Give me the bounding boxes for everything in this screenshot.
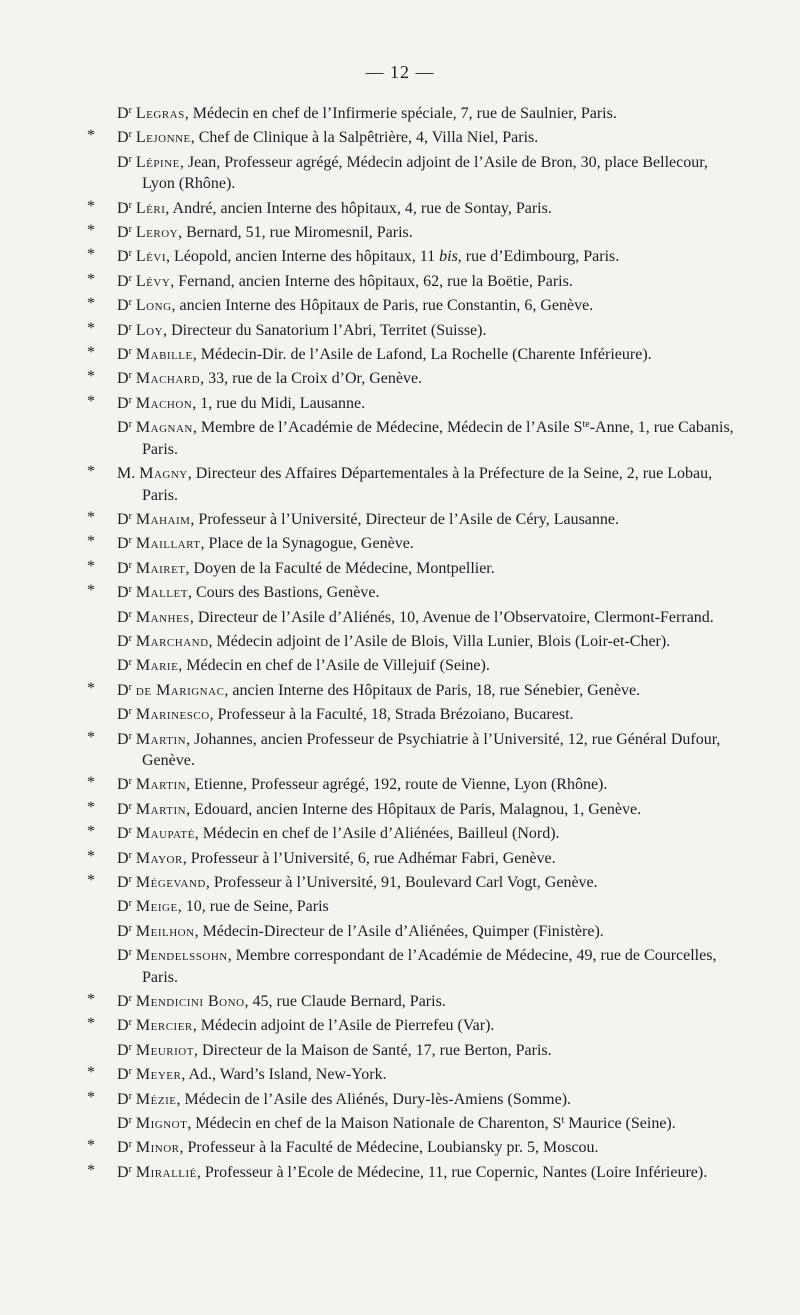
member-details: , Directeur du Sanatorium l’Abri, Territet (Suisse). — [163, 321, 487, 339]
title-text: D — [117, 681, 129, 699]
member-name: Mayor — [135, 849, 183, 867]
star-marker: * — [87, 1064, 95, 1082]
star-marker: * — [87, 368, 95, 386]
member-details: , Médecin de l’Asile des Aliénés, Dury-lès-Amiens (Somme). — [176, 1090, 572, 1108]
title-text: D — [117, 922, 129, 940]
title-superscript: r — [128, 993, 132, 1005]
title-superscript: r — [128, 224, 132, 236]
star-marker: * — [87, 991, 95, 1009]
title-text: D — [117, 874, 129, 891]
title-superscript: r — [128, 394, 132, 406]
member-name: Mercier — [135, 1017, 193, 1035]
member-name: Marchand — [135, 632, 209, 650]
list-item — [0, 604, 800, 628]
member-name: Legras — [135, 105, 185, 122]
member-name: Martin — [135, 730, 187, 748]
title-text: D — [117, 346, 129, 364]
title-text: D — [117, 321, 129, 339]
entry-title — [117, 1042, 132, 1059]
member-details: , Professeur à l’Ecole de Médecine, 11, rue Copernic, Nantes (Loire Inférieure). — [196, 1163, 708, 1181]
entry-title — [117, 682, 132, 699]
member-name: Mabille — [135, 346, 193, 364]
title-superscript: r — [128, 706, 132, 718]
member-name: Meuriot — [135, 1041, 194, 1059]
title-text: D — [117, 153, 129, 171]
member-name: Mégevand — [135, 874, 206, 891]
entry-title — [117, 993, 132, 1010]
member-details: , Ad., Ward’s Island, New-York. — [181, 1066, 387, 1084]
star-marker: * — [87, 798, 95, 816]
member-name: Mendelssohn — [135, 947, 228, 965]
entry-title — [117, 322, 132, 339]
title-text: D — [117, 535, 129, 553]
title-superscript: r — [128, 922, 132, 934]
title-text: D — [117, 993, 129, 1011]
title-text: D — [117, 898, 129, 916]
star-marker: * — [87, 295, 95, 313]
member-details: , Chef de Clinique à la Salpêtrière, 4, Villa Niel, Paris. — [190, 129, 539, 147]
title-text: D — [117, 825, 129, 843]
entry-title — [117, 1139, 132, 1156]
member-name: Marinesco — [135, 706, 210, 724]
member-details: , Professeur à la Faculté de Médecine, Loubiansky pr. 5, Moscou. — [179, 1139, 599, 1157]
member-details: , Médecin-Dir. de l’Asile de Lafond, La Rochelle (Charente Inférieure). — [192, 346, 652, 364]
member-name: Long — [135, 297, 172, 315]
star-marker: * — [87, 344, 95, 362]
member-name: Mallet — [135, 584, 188, 602]
title-superscript: r — [128, 559, 132, 571]
list-item — [0, 726, 800, 772]
title-superscript: r — [128, 370, 132, 382]
star-marker: * — [87, 557, 95, 575]
title-text: D — [117, 584, 129, 602]
entry-title — [117, 465, 135, 482]
title-text: D — [117, 1115, 129, 1133]
member-details: , Membre correspondant de l’Académie de Médecine, 49, rue de Courcelles, Paris. — [142, 947, 717, 986]
entry-title — [117, 105, 132, 122]
member-name: Lévy — [135, 272, 171, 290]
entry-title — [117, 200, 132, 217]
star-marker: * — [87, 222, 95, 240]
member-details: , Directeur de l’Asile d’Aliénés, 10, Avenue de l’Observatoire, Clermont-Ferrand. — [189, 608, 714, 626]
star-marker: * — [87, 1161, 95, 1179]
member-details: , Doyen de la Faculté de Médecine, Montpellier. — [185, 559, 495, 577]
italic-text: bis — [439, 248, 458, 266]
star-marker: * — [87, 319, 95, 337]
member-details: , Directeur de la Maison de Santé, 17, rue Berton, Paris. — [193, 1041, 552, 1059]
member-details: , Médecin adjoint de l’Asile de Pierrefeu (Var). — [192, 1017, 495, 1035]
star-marker: * — [87, 246, 95, 264]
list-item — [0, 124, 800, 148]
title-text: D — [117, 1041, 129, 1059]
member-name: Meyer — [135, 1066, 182, 1084]
title-text: D — [117, 730, 129, 748]
star-marker: * — [87, 679, 95, 697]
title-superscript: r — [128, 947, 132, 959]
member-details: , Médecin-Directeur de l’Asile d’Aliénées, Quimper (Finistère). — [194, 922, 604, 940]
title-text: D — [117, 1066, 129, 1084]
list-item — [0, 1159, 800, 1183]
list-item — [0, 195, 800, 219]
entry-title — [117, 1115, 132, 1132]
star-marker: * — [87, 508, 95, 526]
list-item — [0, 1012, 800, 1036]
member-name: Magnan — [135, 419, 193, 437]
member-details: , 10, rue de Seine, Paris — [177, 898, 329, 916]
entry-title — [117, 297, 132, 314]
member-details: , Fernand, ancien Interne des hôpitaux, 62, rue la Boëtie, Paris. — [170, 272, 573, 290]
list-item — [0, 460, 800, 506]
list-item — [0, 414, 800, 460]
entry-title — [117, 731, 132, 748]
entry-title — [117, 706, 132, 723]
member-name: Meilhon — [135, 922, 195, 940]
entry-title — [117, 1091, 132, 1108]
list-item — [0, 820, 800, 844]
member-name: Machard — [135, 370, 201, 388]
member-name: Lévi — [135, 248, 167, 266]
list-item — [0, 796, 800, 820]
entry-title — [117, 370, 132, 387]
list-item — [0, 292, 800, 316]
member-name: Mirallié — [135, 1163, 197, 1181]
member-name: Mendicini Bono — [135, 993, 245, 1011]
list-item — [0, 149, 800, 195]
entry-title — [117, 154, 132, 171]
title-superscript: r — [128, 1066, 132, 1078]
member-name: Maillart — [135, 535, 201, 553]
member-details: , Bernard, 51, rue Miromesnil, Paris. — [178, 224, 413, 242]
entry-title — [117, 633, 132, 650]
entry-title — [117, 535, 132, 552]
list-item — [0, 893, 800, 917]
title-text: D — [117, 947, 129, 965]
star-marker: * — [87, 728, 95, 746]
title-text: D — [117, 559, 129, 577]
entry-title — [117, 511, 132, 528]
title-superscript: r — [128, 153, 132, 165]
member-details: , Professeur à l’Université, 91, Boulevard Carl Vogt, Genève. — [205, 874, 598, 891]
member-name: Leroy — [135, 224, 179, 242]
entry-title — [117, 419, 132, 436]
member-details: , 33, rue de la Croix d’Or, Genève. — [200, 370, 423, 388]
member-name: Magny — [139, 465, 188, 483]
list-item — [0, 243, 800, 267]
member-name: Loy — [135, 321, 164, 339]
title-superscript: r — [128, 297, 132, 309]
title-text: D — [117, 608, 129, 626]
member-name: Léri — [135, 199, 166, 217]
member-details: , 1, rue du Midi, Lausanne. — [192, 394, 366, 412]
member-name: Maupaté — [135, 825, 195, 843]
title-text: D — [117, 706, 129, 724]
member-details: , Médecin en chef de l’Infirmerie spéciale, 7, rue de Saulnier, Paris. — [184, 105, 617, 122]
star-marker: * — [87, 847, 95, 865]
list-item — [0, 1134, 800, 1158]
list-item — [0, 268, 800, 292]
entry-title — [117, 129, 132, 146]
title-text: D — [117, 199, 129, 217]
list-item — [0, 942, 800, 988]
star-marker: * — [87, 197, 95, 215]
title-superscript: r — [128, 510, 132, 522]
member-name: Manhes — [135, 608, 190, 626]
entry-title — [117, 346, 132, 363]
list-item — [0, 341, 800, 365]
member-name: Martin — [135, 776, 187, 794]
member-details: , Léopold, ancien Interne des hôpitaux, 11 — [166, 248, 440, 266]
list-item — [0, 390, 800, 414]
title-superscript: r — [128, 1115, 132, 1127]
member-details-cont: -Anne, 1, rue Cabanis, Paris. — [142, 419, 734, 458]
member-list — [0, 100, 800, 1183]
title-text: D — [117, 370, 129, 388]
star-marker: * — [87, 823, 95, 841]
member-name: Mignot — [135, 1115, 188, 1133]
title-text: M. — [117, 465, 136, 483]
title-superscript: r — [128, 129, 132, 141]
member-details: , Membre de l’Académie de Médecine, Médecin de l’Asile S — [192, 419, 583, 437]
member-name: Mahaim — [135, 510, 191, 528]
member-details: , André, ancien Interne des hôpitaux, 4, rue de Sontay, Paris. — [165, 199, 552, 217]
member-details: , ancien Interne des Hôpitaux de Paris, 18, rue Sénebier, Genève. — [224, 681, 641, 699]
member-details: , Cours des Bastions, Genève. — [187, 584, 380, 602]
title-text: D — [117, 297, 129, 315]
title-text: D — [117, 1139, 129, 1157]
member-details: , Directeur des Affaires Départementales à la Préfecture de la Seine, 2, rue Lobau, Paris. — [142, 465, 713, 504]
title-superscript: r — [128, 272, 132, 284]
member-details: , Professeur à la Faculté, 18, Strada Brézoiano, Bucarest. — [209, 706, 574, 724]
star-marker: * — [87, 872, 95, 889]
member-name: Martin — [135, 800, 187, 818]
entry-title — [117, 273, 132, 290]
title-superscript: r — [128, 825, 132, 837]
member-name: Lépine — [135, 153, 180, 171]
entry-title — [117, 395, 132, 412]
title-superscript: r — [128, 898, 132, 910]
entry-title — [117, 609, 132, 626]
entry-title — [117, 224, 132, 241]
member-details: , Médecin en chef de l’Asile d’Aliénées, Bailleul (Nord). — [194, 825, 560, 843]
title-text: D — [117, 510, 129, 528]
list-item — [0, 100, 800, 124]
title-text: D — [117, 776, 129, 794]
star-marker: * — [87, 1137, 95, 1155]
list-item — [0, 677, 800, 701]
title-superscript: r — [128, 105, 132, 116]
entry-title — [117, 1017, 132, 1034]
title-text: D — [117, 105, 129, 122]
list-item — [0, 652, 800, 676]
title-text: D — [117, 849, 129, 867]
title-superscript: r — [128, 874, 132, 885]
list-item — [0, 918, 800, 942]
list-item — [0, 988, 800, 1012]
title-text: D — [117, 1163, 129, 1181]
superscript-text: te — [582, 419, 590, 431]
title-superscript: r — [128, 346, 132, 358]
entry-title — [117, 776, 132, 793]
title-text: D — [117, 632, 129, 650]
entry-title — [117, 947, 132, 964]
title-text: D — [117, 657, 129, 675]
member-name: Mézie — [135, 1090, 177, 1108]
entry-title — [117, 560, 132, 577]
title-text: D — [117, 272, 129, 290]
title-superscript: r — [128, 1163, 132, 1175]
list-item — [0, 555, 800, 579]
list-item — [0, 845, 800, 869]
member-name: Minor — [135, 1139, 180, 1157]
title-superscript: r — [128, 1090, 132, 1102]
list-item — [0, 1037, 800, 1061]
list-item — [0, 628, 800, 652]
star-marker: * — [87, 392, 95, 410]
star-marker: * — [87, 463, 95, 481]
title-superscript: r — [128, 584, 132, 596]
title-superscript: r — [128, 849, 132, 861]
list-item — [0, 365, 800, 389]
title-superscript: r — [128, 1041, 132, 1053]
entry-title — [117, 1066, 132, 1083]
entry-title — [117, 584, 132, 601]
member-name: Meige — [135, 898, 178, 916]
member-name: Mairet — [135, 559, 186, 577]
star-marker: * — [87, 270, 95, 288]
member-details: , Professeur à l’Université, 6, rue Adhémar Fabri, Genève. — [182, 849, 556, 867]
title-superscript: r — [128, 1017, 132, 1029]
star-marker: * — [87, 1015, 95, 1033]
star-marker: * — [87, 774, 95, 792]
list-item — [0, 317, 800, 341]
star-marker: * — [87, 127, 95, 145]
list-item — [0, 869, 800, 893]
entry-title — [117, 801, 132, 818]
entry-title — [117, 923, 132, 940]
title-superscript: r — [128, 1139, 132, 1151]
member-name: Marie — [135, 657, 179, 675]
member-details: , Médecin en chef de l’Asile de Villejuif (Seine). — [178, 657, 490, 675]
title-superscript: r — [128, 321, 132, 333]
title-superscript: r — [128, 608, 132, 620]
entry-title — [117, 1164, 132, 1181]
title-text: D — [117, 1090, 129, 1108]
title-superscript: r — [128, 657, 132, 669]
entry-title — [117, 850, 132, 867]
title-text: D — [117, 1017, 129, 1035]
superscript-text: t — [561, 1115, 565, 1127]
list-item — [0, 771, 800, 795]
member-details-cont: Maurice (Seine). — [564, 1115, 676, 1133]
member-details: , Médecin adjoint de l’Asile de Blois, Villa Lunier, Blois (Loir-et-Cher). — [208, 632, 671, 650]
title-text: D — [117, 129, 129, 147]
title-text: D — [117, 224, 129, 242]
title-superscript: r — [128, 419, 132, 431]
title-text: D — [117, 394, 129, 412]
title-superscript: r — [128, 776, 132, 788]
title-superscript: r — [128, 248, 132, 260]
entry-title — [117, 248, 132, 265]
list-item — [0, 1061, 800, 1085]
list-item — [0, 530, 800, 554]
star-marker: * — [87, 582, 95, 600]
page-number: — 12 — — [365, 62, 435, 82]
star-marker: * — [87, 533, 95, 551]
member-details: , Johannes, ancien Professeur de Psychiatrie à l’Université, 12, rue Général Dufour, Genève. — [142, 730, 721, 769]
member-details-cont: , rue d’Edimbourg, Paris. — [457, 248, 620, 266]
member-details: , Edouard, ancien Interne des Hôpitaux de Paris, Malagnou, 1, Genève. — [186, 800, 642, 818]
title-superscript: r — [128, 535, 132, 547]
entry-title — [117, 874, 132, 891]
title-superscript: r — [128, 199, 132, 211]
entry-title — [117, 657, 132, 674]
member-details: , Place de la Synagogue, Genève. — [200, 535, 414, 553]
list-item — [0, 579, 800, 603]
member-details: , ancien Interne des Hôpitaux de Paris, rue Constantin, 6, Genève. — [171, 297, 594, 315]
star-marker: * — [87, 1088, 95, 1106]
member-details: , Médecin en chef de la Maison Nationale de Charenton, S — [187, 1115, 562, 1133]
list-item — [0, 219, 800, 243]
title-superscript: r — [128, 681, 132, 693]
list-item — [0, 1086, 800, 1110]
title-text: D — [117, 248, 129, 266]
entry-title — [117, 898, 132, 915]
title-text: D — [117, 800, 129, 818]
member-details: , Etienne, Professeur agrégé, 192, route de Vienne, Lyon (Rhône). — [186, 776, 608, 794]
title-superscript: r — [128, 730, 132, 742]
member-details: , Professeur à l’Université, Directeur de l’Asile de Céry, Lausanne. — [190, 510, 620, 528]
member-name: Machon — [135, 394, 193, 412]
title-superscript: r — [128, 632, 132, 644]
list-item — [0, 1110, 800, 1134]
title-superscript: r — [128, 800, 132, 812]
member-name: de Marignac — [135, 681, 225, 699]
list-item — [0, 701, 800, 725]
member-name: Lejonne — [135, 129, 191, 147]
title-text: D — [117, 419, 129, 437]
list-item — [0, 506, 800, 530]
member-details: , Jean, Professeur agrégé, Médecin adjoint de l’Asile de Bron, 30, place Bellecour, Lyon (Rhône). — [142, 153, 708, 193]
member-details: , 45, rue Claude Bernard, Paris. — [244, 993, 446, 1011]
entry-title — [117, 825, 132, 842]
